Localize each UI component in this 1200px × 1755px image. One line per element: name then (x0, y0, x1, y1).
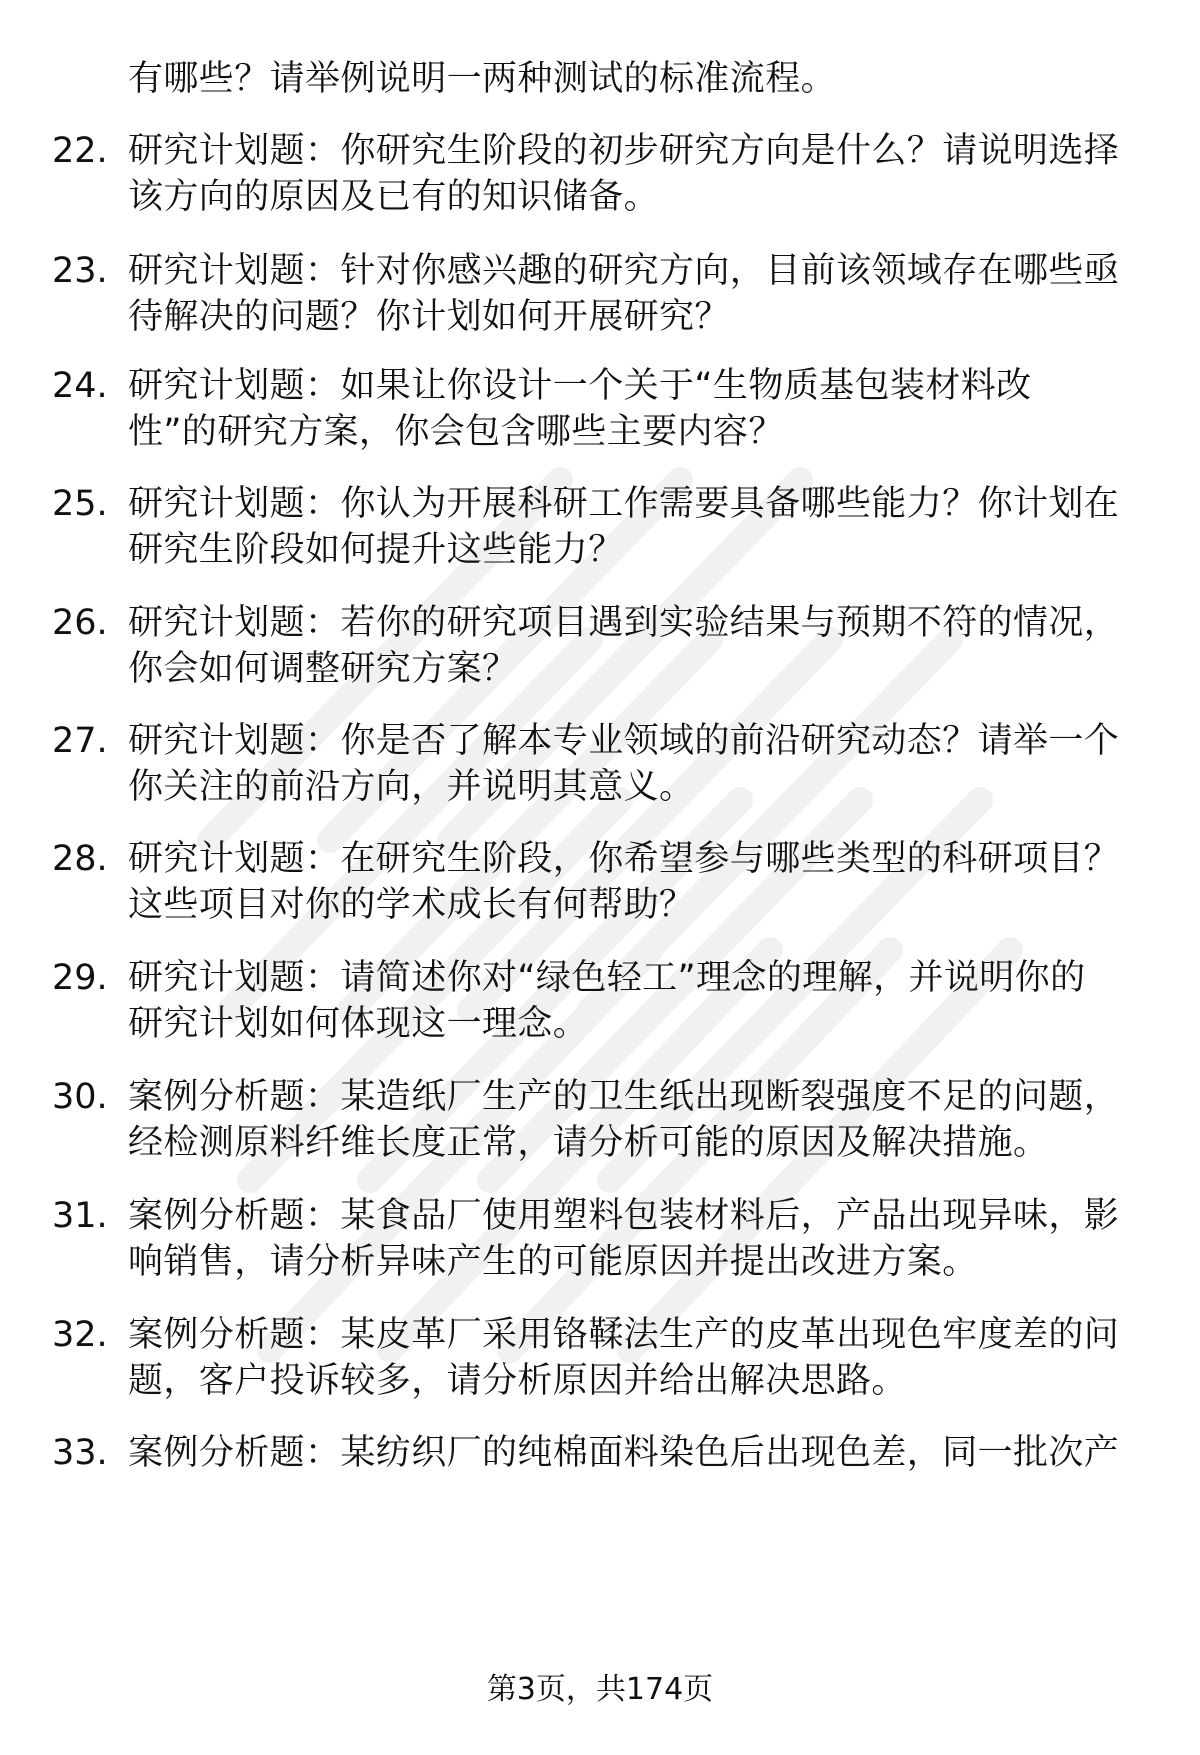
item-text-line2: 该方向的原因及已有的知识储备。 (128, 177, 660, 217)
item-text-line1: 案例分析题：某造纸厂生产的卫生纸出现断裂强度不足的问题， (128, 1077, 1120, 1117)
item-number: 30. (52, 1077, 108, 1117)
item-text-line2: 题，客户投诉较多，请分析原因并给出解决思路。 (128, 1361, 907, 1401)
item-text-line2: 研究生阶段如何提升这些能力？ (128, 530, 624, 570)
page-footer: 第3页，共174页 (486, 1672, 714, 1707)
item-text-line2: 性”的研究方案，你会包含哪些主要内容？ (128, 412, 784, 452)
item-text-line2: 经检测原料纤维长度正常，请分析可能的原因及解决措施。 (128, 1123, 1049, 1163)
item-text-line1: 研究计划题：请简述你对“绿色轻工”理念的理解，并说明你的 (128, 958, 1086, 998)
item-text-line1: 案例分析题：某食品厂使用塑料包装材料后，产品出现异味，影 (128, 1196, 1120, 1236)
item-text-line1: 研究计划题：针对你感兴趣的研究方向，目前该领域存在哪些亟 (128, 251, 1120, 291)
item-number: 27. (52, 721, 108, 761)
item-number: 24. (52, 366, 108, 406)
item-number: 28. (52, 839, 108, 879)
item-number: 32. (52, 1315, 108, 1355)
item-text-line1: 案例分析题：某皮革厂采用铬鞣法生产的皮革出现色牢度差的问 (128, 1315, 1120, 1355)
item-text-line1: 研究计划题：你认为开展科研工作需要具备哪些能力？你计划在 (128, 484, 1120, 524)
item-text-line1: 研究计划题：你研究生阶段的初步研究方向是什么？请说明选择 (128, 131, 1120, 171)
item-number: 25. (52, 484, 108, 524)
item-number: 23. (52, 251, 108, 291)
item-text-line2: 你关注的前沿方向，并说明其意义。 (128, 767, 695, 807)
item-text-line2: 研究计划如何体现这一理念。 (128, 1004, 589, 1044)
item-number: 33. (52, 1433, 108, 1473)
item-text-line1: 研究计划题：如果让你设计一个关于“生物质基包装材料改 (128, 366, 1032, 406)
item-number: 26. (52, 603, 108, 643)
item-text-line1: 研究计划题：若你的研究项目遇到实验结果与预期不符的情况， (128, 603, 1120, 643)
item-text-line1: 案例分析题：某纺织厂的纯棉面料染色后出现色差，同一批次产 (128, 1433, 1120, 1473)
item-text-line2: 你会如何调整研究方案？ (128, 649, 518, 689)
item-number: 31. (52, 1196, 108, 1236)
item-number: 29. (52, 958, 108, 998)
item-text-line2: 响销售，请分析异味产生的可能原因并提出改进方案。 (128, 1242, 978, 1282)
intro-line: 有哪些？请举例说明一两种测试的标准流程。 (128, 59, 837, 99)
item-text-line2: 待解决的问题？你计划如何开展研究？ (128, 297, 730, 337)
item-number: 22. (52, 131, 108, 171)
item-text-line1: 研究计划题：在研究生阶段，你希望参与哪些类型的科研项目？ (128, 839, 1120, 879)
item-text-line1: 研究计划题：你是否了解本专业领域的前沿研究动态？请举一个 (128, 721, 1120, 761)
item-text-line2: 这些项目对你的学术成长有何帮助？ (128, 885, 695, 925)
